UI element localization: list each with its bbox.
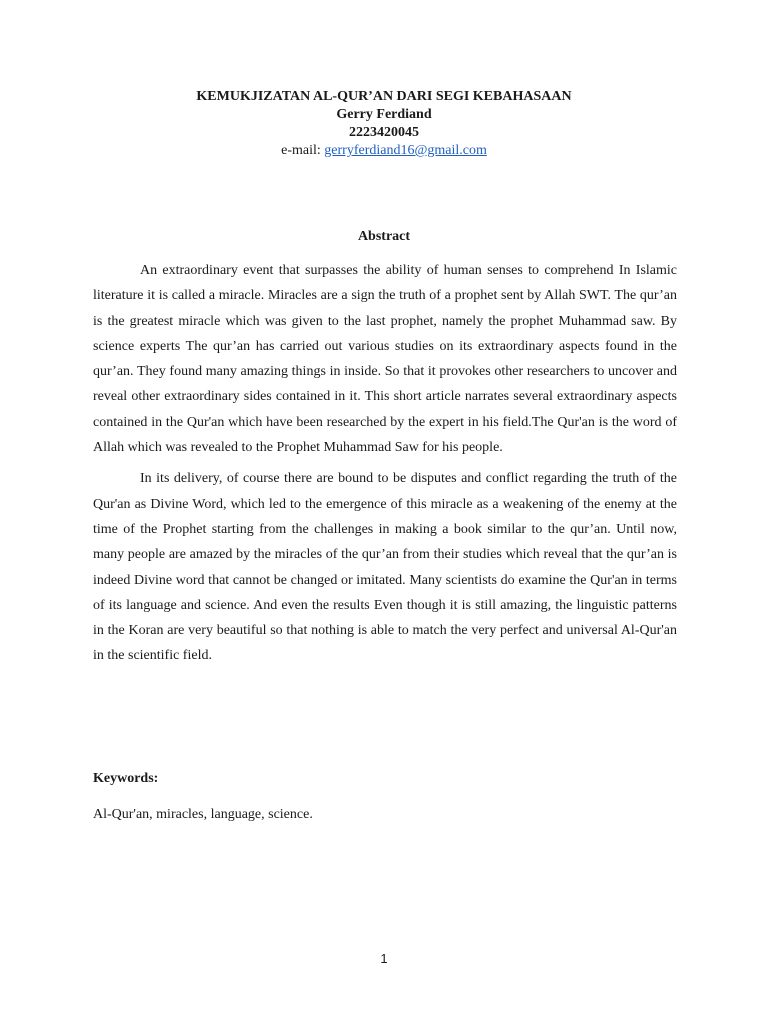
student-id: 2223420045 [349,125,419,140]
author-name: Gerry Ferdiand [336,107,432,122]
keywords-heading: Keywords: [93,771,159,786]
abstract-paragraph-1: An extraordinary event that surpasses the ability of human senses to comprehend In Islamic literature it is called a miracle. Miracles are a sign the truth of a prophet sent by Allah SWT. The qur’an is the greatest miracle which was given to the last prophet, namely the prophet Muhammad saw. By science experts The qur’an has carried out various studies on its extraordinary aspects found in the qur’an. They found many amazing things in inside. So that it provokes other researchers to uncover and reveal other extraordinary sides contained in it. This short article narrates several extraordinary aspects contained in the Qur'an which have been researched by the expert in his field.The Qur'an is the word of Allah which was revealed to the Prophet Muhammad Saw for his people. [93,263,677,456]
abstract-body [93,258,677,675]
keywords-text: Al-Qur'an, miracles, language, science. [93,807,313,822]
abstract-paragraph-2: In its delivery, of course there are bound to be disputes and conflict regarding the truth of the Qur'an as Divine Word, which led to the emergence of this miracle as a weakening of the enemy at the time of the Prophet starting from the challenges in making a book similar to the qur’an. Until now, many people are amazed by the miracles of the qur’an from their studies which reveal that the qur’an is indeed Divine word that cannot be changed or imitated. Many scientists do examine the Qur'an in terms of its language and science. And even the results Even though it is still amazing, the linguistic patterns in the Koran are very beautiful so that nothing is able to match the very perfect and universal Al-Qur'an in the scientific field. [93,471,677,664]
email-link[interactable]: gerryferdiand16@gmail.com [324,143,487,158]
page-number: 1 [380,951,388,966]
email-line [0,142,768,160]
email-label: e-mail: [281,143,325,158]
abstract-heading: Abstract [357,229,411,244]
paper-header [0,88,768,160]
paper-title: KEMUKJIZATAN AL-QUR’AN DARI SEGI KEBAHASAAN [196,89,572,104]
